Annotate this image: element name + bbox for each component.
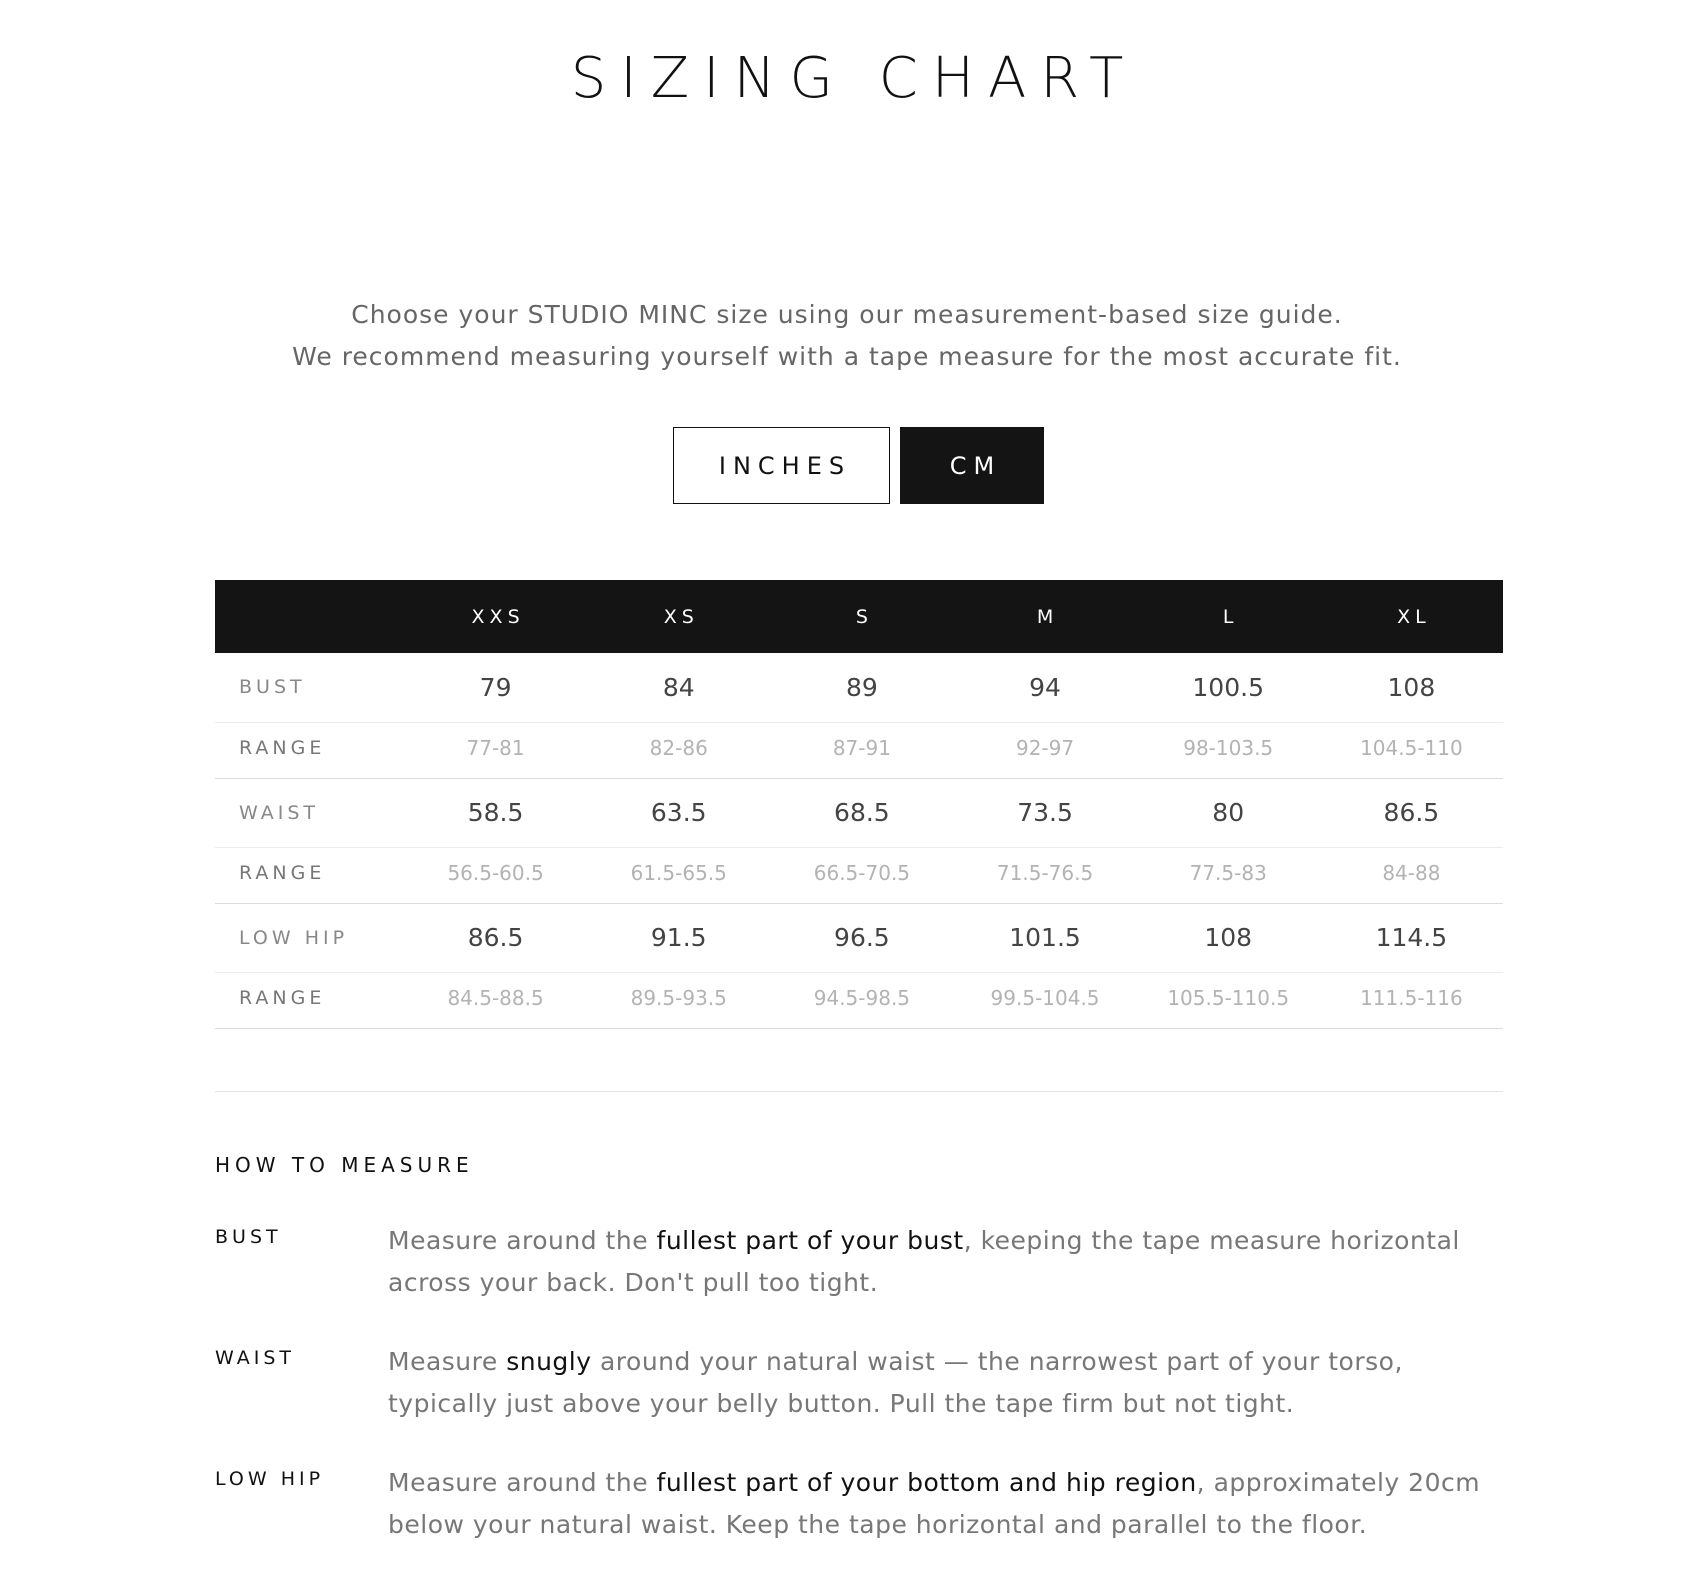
text-segment: Measure	[388, 1347, 507, 1376]
text-segment: around your natural waist — the narrowest part of your torso, typically just above your belly button. Pull the tape firm but not tight.	[388, 1347, 1403, 1418]
header-l: L	[1222, 605, 1239, 628]
table-row-waist	[215, 778, 1503, 847]
page-title: SIZING CHART	[570, 46, 1138, 111]
range-label: RANGE	[239, 737, 326, 759]
text-segment: , keeping the tape measure horizontal across your back. Don't pull too tight.	[388, 1226, 1460, 1297]
intro-line-2: We recommend measuring yourself with a tape measure for the most accurate fit.	[292, 342, 1402, 371]
table-cell: 79	[479, 672, 512, 702]
table-cell: 101.5	[1009, 923, 1081, 952]
row-label: BUST	[239, 676, 306, 699]
range-cell: 61.5-65.5	[630, 861, 727, 885]
text-highlight: fullest part of your bust	[656, 1226, 964, 1255]
measure-label: LOW HIP	[215, 1468, 325, 1490]
table-cell: 73.5	[1017, 798, 1073, 827]
table-cell: 86.5	[467, 923, 524, 952]
table-cell: 86.5	[1383, 798, 1440, 827]
table-cell: 84	[662, 672, 695, 702]
range-cell: 92-97	[1015, 736, 1075, 760]
range-cell: 99.5-104.5	[990, 986, 1100, 1010]
range-label: RANGE	[239, 862, 326, 884]
table-cell: 68.5	[834, 798, 890, 827]
header-s: S	[855, 605, 873, 628]
table-cell: 100.5	[1192, 672, 1264, 702]
table-cell: 94	[1029, 672, 1061, 702]
table-row-bust	[215, 653, 1503, 722]
measure-description	[388, 1341, 1518, 1425]
table-row-bust-range	[215, 722, 1503, 778]
table-cell: 108	[1204, 923, 1253, 952]
header-m: M	[1036, 605, 1059, 628]
text-highlight: fullest part of your bottom and hip region	[656, 1468, 1197, 1497]
table-cell: 89	[845, 672, 878, 702]
range-cell: 84-88	[1382, 861, 1441, 885]
table-cell: 114.5	[1375, 923, 1448, 952]
table-cell: 80	[1212, 798, 1245, 827]
intro-line-1: Choose your STUDIO MINC size using our measurement-based size guide.	[351, 300, 1343, 329]
cm-button[interactable]: CM	[900, 427, 1044, 504]
text-segment: Measure around the	[388, 1468, 657, 1497]
table-row-waist-range	[215, 847, 1503, 903]
table-cell: 108	[1387, 672, 1436, 702]
range-cell: 84.5-88.5	[447, 986, 544, 1010]
range-cell: 77-81	[466, 736, 525, 760]
table-cell: 96.5	[834, 923, 890, 952]
header-xs: XS	[663, 605, 699, 628]
text-segment: Measure around the	[388, 1226, 657, 1255]
range-cell: 94.5-98.5	[813, 986, 911, 1010]
range-cell: 111.5-116	[1360, 986, 1463, 1010]
how-to-measure-heading: HOW TO MEASURE	[215, 1153, 474, 1177]
range-cell: 82-86	[649, 736, 708, 760]
table-row-low-hip	[215, 903, 1503, 972]
range-cell: 89.5-93.5	[630, 986, 727, 1010]
range-cell: 56.5-60.5	[447, 861, 544, 885]
table-header-row	[215, 580, 1503, 653]
size-table	[215, 580, 1503, 1029]
range-cell: 77.5-83	[1189, 861, 1267, 885]
range-cell: 66.5-70.5	[813, 861, 911, 885]
section-divider	[215, 1091, 1503, 1092]
measure-label: BUST	[215, 1226, 282, 1248]
range-cell: 87-91	[832, 736, 891, 760]
row-label: WAIST	[239, 801, 320, 824]
header-xxs: XXS	[471, 605, 525, 628]
measure-description	[388, 1220, 1518, 1304]
inches-button[interactable]: INCHES	[673, 427, 890, 504]
table-row-low-hip-range	[215, 972, 1503, 1028]
range-cell: 98-103.5	[1183, 736, 1274, 760]
unit-toggle	[673, 427, 1044, 504]
measure-label: WAIST	[215, 1347, 296, 1369]
row-label: LOW HIP	[239, 926, 349, 949]
range-cell: 71.5-76.5	[996, 861, 1094, 885]
table-cell: 91.5	[650, 923, 707, 952]
text-segment: , approximately 20cm below your natural waist. Keep the tape horizontal and parallel to the floor.	[388, 1468, 1481, 1539]
measure-description	[388, 1462, 1518, 1546]
header-xl: XL	[1397, 605, 1431, 628]
range-cell: 104.5-110	[1360, 736, 1463, 760]
range-cell: 105.5-110.5	[1167, 986, 1290, 1010]
intro-text	[0, 294, 1694, 378]
header-corner	[215, 580, 404, 653]
range-label: RANGE	[239, 987, 326, 1009]
table-cell: 58.5	[467, 798, 524, 827]
table-cell: 63.5	[650, 798, 707, 827]
text-highlight: snugly	[506, 1347, 592, 1376]
